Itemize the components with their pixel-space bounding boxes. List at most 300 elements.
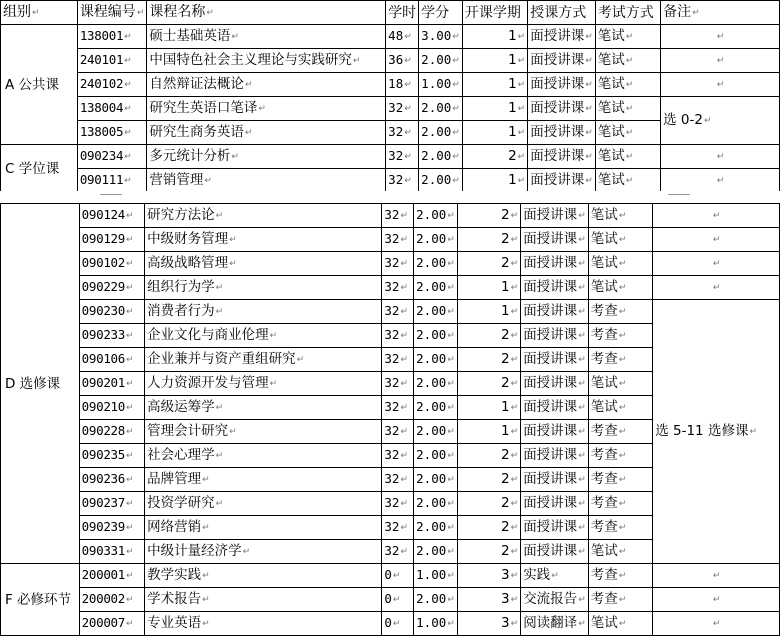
course-hours: 32↵ xyxy=(382,396,414,420)
paragraph-mark: ↵ xyxy=(400,523,408,533)
paragraph-mark: ↵ xyxy=(400,475,408,485)
paragraph-mark: ↵ xyxy=(400,403,408,413)
paragraph-mark: ↵ xyxy=(231,152,239,162)
paragraph-mark: ↵ xyxy=(510,235,519,245)
paragraph-mark: ↵ xyxy=(258,104,266,114)
paragraph-mark: ↵ xyxy=(126,259,134,269)
page-break-gap xyxy=(0,191,780,203)
course-code: 090331↵ xyxy=(79,540,144,564)
paragraph-mark: ↵ xyxy=(618,523,627,533)
course-hours: 32↵ xyxy=(382,252,414,276)
paragraph-mark: ↵ xyxy=(618,211,627,221)
paragraph-mark: ↵ xyxy=(618,619,627,629)
paragraph-mark: ↵ xyxy=(126,379,134,389)
remarks-cell: 选 5-11 选修课↵ xyxy=(653,300,780,564)
paragraph-mark: ↵ xyxy=(202,571,210,581)
paragraph-mark: ↵ xyxy=(202,523,210,533)
course-credits: 2.00↵ xyxy=(414,324,458,348)
course-credits: 2.00↵ xyxy=(414,276,458,300)
course-credits: 2.00↵ xyxy=(419,49,463,73)
table-row xyxy=(1,300,780,324)
course-code: 090111↵ xyxy=(77,169,147,193)
paragraph-mark: ↵ xyxy=(510,571,519,581)
course-exam: 笔试↵ xyxy=(595,97,660,121)
course-method: 面授讲课↵ xyxy=(521,348,589,372)
course-exam: 笔试↵ xyxy=(595,73,660,97)
paragraph-mark: ↵ xyxy=(126,211,134,221)
course-method: 面授讲课↵ xyxy=(521,396,589,420)
paragraph-mark: ↵ xyxy=(447,331,455,341)
course-code: 138005↵ xyxy=(77,121,147,145)
course-name: 中国特色社会主义理论与实践研究↵ xyxy=(147,49,386,73)
course-code: 090228↵ xyxy=(79,420,144,444)
header-name: 课程名称↵ xyxy=(147,1,386,25)
paragraph-mark: ↵ xyxy=(404,152,412,162)
table-row xyxy=(1,228,780,252)
course-method: 面授讲课↵ xyxy=(528,97,596,121)
paragraph-mark: ↵ xyxy=(126,499,134,509)
paragraph-mark: ↵ xyxy=(400,499,408,509)
course-exam: 笔试↵ xyxy=(595,25,660,49)
course-hours: 0↵ xyxy=(382,564,414,588)
course-hours: 36↵ xyxy=(386,49,419,73)
paragraph-mark: ↵ xyxy=(126,619,134,629)
paragraph-mark: ↵ xyxy=(244,80,253,90)
paragraph-mark: ↵ xyxy=(578,283,586,293)
course-name: 研究生英语口笔译↵ xyxy=(147,97,386,121)
paragraph-mark: ↵ xyxy=(618,595,627,605)
paragraph-mark: ↵ xyxy=(126,571,134,581)
course-table-part1 xyxy=(0,0,780,193)
paragraph-mark: ↵ xyxy=(126,403,134,413)
course-name: 企业文化与商业伦理↵ xyxy=(145,324,382,348)
course-term: 2↵ xyxy=(457,540,520,564)
course-name: 研究方法论↵ xyxy=(145,204,382,228)
paragraph-mark: ↵ xyxy=(618,499,627,509)
paragraph-mark: ↵ xyxy=(578,547,586,557)
course-credits: 1.00↵ xyxy=(414,612,458,636)
paragraph-mark: ↵ xyxy=(618,451,627,461)
paragraph-mark: ↵ xyxy=(126,283,134,293)
paragraph-mark: ↵ xyxy=(578,331,586,341)
course-hours: 0↵ xyxy=(382,588,414,612)
table-row xyxy=(1,97,780,121)
paragraph-mark: ↵ xyxy=(124,128,132,138)
paragraph-mark: ↵ xyxy=(578,307,586,317)
course-code: 090102↵ xyxy=(79,252,144,276)
course-name: 高级运筹学↵ xyxy=(145,396,382,420)
paragraph-mark: ↵ xyxy=(625,176,634,186)
course-term: 2↵ xyxy=(457,492,520,516)
paragraph-mark: ↵ xyxy=(618,331,627,341)
paragraph-mark: ↵ xyxy=(447,547,455,557)
course-exam: 考查↵ xyxy=(588,492,652,516)
course-credits: 2.00↵ xyxy=(414,468,458,492)
remarks-cell: ↵ xyxy=(653,588,780,612)
paragraph-mark: ↵ xyxy=(202,595,210,605)
paragraph-mark: ↵ xyxy=(404,80,412,90)
paragraph-mark: ↵ xyxy=(578,379,586,389)
paragraph-mark: ↵ xyxy=(269,331,278,341)
course-credits: 2.00↵ xyxy=(414,492,458,516)
paragraph-mark: ↵ xyxy=(296,355,305,365)
course-term: 1↵ xyxy=(462,121,527,145)
paragraph-mark: ↵ xyxy=(400,451,408,461)
paragraph-mark: ↵ xyxy=(618,235,627,245)
paragraph-mark: ↵ xyxy=(447,283,455,293)
course-code: 090234↵ xyxy=(77,145,147,169)
course-hours: 32↵ xyxy=(382,204,414,228)
course-name: 中级财务管理↵ xyxy=(145,228,382,252)
paragraph-mark: ↵ xyxy=(517,104,526,114)
paragraph-mark: ↵ xyxy=(215,307,224,317)
course-code: 090236↵ xyxy=(79,468,144,492)
course-name: 企业兼并与资产重组研究↵ xyxy=(145,348,382,372)
course-method: 面授讲课↵ xyxy=(521,300,589,324)
course-term: 1↵ xyxy=(457,300,520,324)
paragraph-mark: ↵ xyxy=(510,283,519,293)
table-row xyxy=(1,145,780,169)
course-term: 1↵ xyxy=(457,396,520,420)
course-credits: 2.00↵ xyxy=(419,97,463,121)
course-term: 2↵ xyxy=(457,348,520,372)
course-method: 交流报告↵ xyxy=(521,588,589,612)
course-term: 1↵ xyxy=(462,97,527,121)
paragraph-mark: ↵ xyxy=(447,523,455,533)
course-method: 面授讲课↵ xyxy=(521,228,589,252)
course-code: 090106↵ xyxy=(79,348,144,372)
paragraph-mark: ↵ xyxy=(578,499,586,509)
course-hours: 0↵ xyxy=(382,612,414,636)
table-row xyxy=(1,25,780,49)
course-hours: 32↵ xyxy=(386,145,419,169)
course-credits: 2.00↵ xyxy=(419,121,463,145)
course-hours: 32↵ xyxy=(382,372,414,396)
course-term: 1↵ xyxy=(462,73,527,97)
remarks-cell: ↵ xyxy=(653,276,780,300)
course-name: 人力资源开发与管理↵ xyxy=(145,372,382,396)
course-method: 面授讲课↵ xyxy=(528,73,596,97)
remarks-cell: ↵ xyxy=(661,73,780,97)
course-method: 面授讲课↵ xyxy=(521,540,589,564)
paragraph-mark: ↵ xyxy=(618,283,627,293)
paragraph-mark: ↵ xyxy=(392,619,401,629)
paragraph-mark: ↵ xyxy=(400,355,408,365)
course-term: 2↵ xyxy=(462,145,527,169)
course-exam: 笔试↵ xyxy=(595,121,660,145)
paragraph-mark: ↵ xyxy=(510,475,519,485)
course-name: 教学实践↵ xyxy=(145,564,382,588)
course-credits: 2.00↵ xyxy=(414,396,458,420)
paragraph-mark: ↵ xyxy=(510,523,519,533)
paragraph-mark: ↵ xyxy=(400,427,408,437)
course-code: 200007↵ xyxy=(79,612,144,636)
paragraph-mark: ↵ xyxy=(447,595,455,605)
course-method: 面授讲课↵ xyxy=(521,324,589,348)
course-name: 硕士基础英语↵ xyxy=(147,25,386,49)
paragraph-mark: ↵ xyxy=(452,176,460,186)
course-hours: 32↵ xyxy=(382,228,414,252)
paragraph-mark: ↵ xyxy=(215,211,224,221)
course-method: 面授讲课↵ xyxy=(521,276,589,300)
paragraph-mark: ↵ xyxy=(517,128,526,138)
paragraph-mark: ↵ xyxy=(400,211,408,221)
course-term: 3↵ xyxy=(457,612,520,636)
paragraph-mark: ↵ xyxy=(229,259,237,269)
paragraph-mark: ↵ xyxy=(578,427,586,437)
course-name: 品牌管理↵ xyxy=(145,468,382,492)
course-term: 1↵ xyxy=(462,49,527,73)
paragraph-mark: ↵ xyxy=(269,379,278,389)
course-method: 实践↵ xyxy=(521,564,589,588)
paragraph-mark: ↵ xyxy=(231,32,239,42)
paragraph-mark: ↵ xyxy=(124,80,132,90)
course-hours: 32↵ xyxy=(382,492,414,516)
paragraph-mark: ↵ xyxy=(447,379,455,389)
course-method: 面授讲课↵ xyxy=(521,492,589,516)
course-code: 090230↵ xyxy=(79,300,144,324)
course-term: 2↵ xyxy=(457,468,520,492)
paragraph-mark: ↵ xyxy=(578,235,586,245)
course-hours: 32↵ xyxy=(386,121,419,145)
course-method: 面授讲课↵ xyxy=(521,372,589,396)
paragraph-mark: ↵ xyxy=(625,104,634,114)
course-method: 面授讲课↵ xyxy=(521,468,589,492)
paragraph-mark: ↵ xyxy=(447,427,455,437)
paragraph-mark: ↵ xyxy=(404,128,412,138)
course-code: 138004↵ xyxy=(77,97,147,121)
course-exam: 考查↵ xyxy=(588,444,652,468)
paragraph-mark: ↵ xyxy=(400,307,408,317)
paragraph-mark: ↵ xyxy=(126,331,134,341)
course-hours: 32↵ xyxy=(382,540,414,564)
course-term: 2↵ xyxy=(457,516,520,540)
course-method: 面授讲课↵ xyxy=(528,49,596,73)
course-hours: 32↵ xyxy=(382,276,414,300)
paragraph-mark: ↵ xyxy=(625,80,634,90)
course-hours: 32↵ xyxy=(382,300,414,324)
course-term: 1↵ xyxy=(462,25,527,49)
course-term: 3↵ xyxy=(457,564,520,588)
paragraph-mark: ↵ xyxy=(510,499,519,509)
course-code: 090129↵ xyxy=(79,228,144,252)
course-credits: 2.00↵ xyxy=(414,444,458,468)
paragraph-mark: ↵ xyxy=(452,56,460,66)
course-credits: 2.00↵ xyxy=(414,228,458,252)
paragraph-mark: ↵ xyxy=(510,403,519,413)
paragraph-mark: ↵ xyxy=(126,235,134,245)
paragraph-mark: ↵ xyxy=(400,379,408,389)
course-exam: 笔试↵ xyxy=(595,145,660,169)
course-term: 2↵ xyxy=(457,228,520,252)
paragraph-mark: ↵ xyxy=(447,235,455,245)
header-row xyxy=(1,1,780,25)
paragraph-mark: ↵ xyxy=(447,259,455,269)
course-credits: 3.00↵ xyxy=(419,25,463,49)
course-term: 2↵ xyxy=(457,324,520,348)
course-name: 专业英语↵ xyxy=(145,612,382,636)
course-name: 社会心理学↵ xyxy=(145,444,382,468)
course-exam: 考查↵ xyxy=(588,324,652,348)
course-term: 2↵ xyxy=(457,372,520,396)
paragraph-mark: ↵ xyxy=(124,104,132,114)
course-term: 2↵ xyxy=(457,444,520,468)
course-name: 网络营销↵ xyxy=(145,516,382,540)
header-hours: 学时 xyxy=(386,1,419,25)
paragraph-mark: ↵ xyxy=(618,427,627,437)
paragraph-mark: ↵ xyxy=(510,331,519,341)
table-row xyxy=(1,49,780,73)
paragraph-mark: ↵ xyxy=(352,56,361,66)
paragraph-mark: ↵ xyxy=(585,56,593,66)
paragraph-mark: ↵ xyxy=(404,32,412,42)
group-cell: A 公共课 xyxy=(1,25,78,145)
group-cell: D 选修课 xyxy=(1,204,80,564)
paragraph-mark: ↵ xyxy=(204,176,212,186)
course-code: 240102↵ xyxy=(77,73,147,97)
paragraph-mark: ↵ xyxy=(517,56,526,66)
course-method: 面授讲课↵ xyxy=(521,444,589,468)
gap-marker xyxy=(668,194,690,201)
paragraph-mark: ↵ xyxy=(400,235,408,245)
paragraph-mark: ↵ xyxy=(404,56,412,66)
course-exam: 笔试↵ xyxy=(588,228,652,252)
course-name: 高级战略管理↵ xyxy=(145,252,382,276)
paragraph-mark: ↵ xyxy=(517,32,526,42)
course-name: 投资学研究↵ xyxy=(145,492,382,516)
paragraph-mark: ↵ xyxy=(517,152,526,162)
header-method: 授课方式 xyxy=(528,1,596,25)
paragraph-mark: ↵ xyxy=(400,283,408,293)
paragraph-mark: ↵ xyxy=(510,619,519,629)
course-name: 营销管理↵ xyxy=(147,169,386,193)
paragraph-mark: ↵ xyxy=(126,451,134,461)
course-method: 面授讲课↵ xyxy=(521,204,589,228)
course-hours: 32↵ xyxy=(382,324,414,348)
paragraph-mark: ↵ xyxy=(452,152,460,162)
paragraph-mark: ↵ xyxy=(447,619,455,629)
paragraph-mark: ↵ xyxy=(400,331,408,341)
header-remarks: 备注↵ xyxy=(661,1,780,25)
paragraph-mark: ↵ xyxy=(578,595,586,605)
course-exam: 考查↵ xyxy=(588,300,652,324)
paragraph-mark: ↵ xyxy=(585,32,593,42)
paragraph-mark: ↵ xyxy=(551,571,559,581)
course-name: 学术报告↵ xyxy=(145,588,382,612)
remarks-cell: ↵ xyxy=(661,49,780,73)
course-code: 090210↵ xyxy=(79,396,144,420)
course-method: 面授讲课↵ xyxy=(528,25,596,49)
paragraph-mark: ↵ xyxy=(585,128,593,138)
course-credits: 2.00↵ xyxy=(414,540,458,564)
course-exam: 笔试↵ xyxy=(595,169,660,193)
course-hours: 32↵ xyxy=(382,444,414,468)
course-credits: 2.00↵ xyxy=(414,372,458,396)
course-term: 1↵ xyxy=(457,276,520,300)
paragraph-mark: ↵ xyxy=(585,80,593,90)
course-exam: 考查↵ xyxy=(588,420,652,444)
table-row xyxy=(1,588,780,612)
remarks-cell: ↵ xyxy=(661,25,780,49)
course-code: 200002↵ xyxy=(79,588,144,612)
paragraph-mark: ↵ xyxy=(447,475,455,485)
paragraph-mark: ↵ xyxy=(452,104,460,114)
paragraph-mark: ↵ xyxy=(578,451,586,461)
course-name: 管理会计研究↵ xyxy=(145,420,382,444)
paragraph-mark: ↵ xyxy=(124,176,132,186)
paragraph-mark: ↵ xyxy=(510,355,519,365)
paragraph-mark: ↵ xyxy=(447,307,455,317)
paragraph-mark: ↵ xyxy=(585,152,593,162)
course-credits: 2.00↵ xyxy=(414,300,458,324)
course-hours: 18↵ xyxy=(386,73,419,97)
table-row xyxy=(1,564,780,588)
paragraph-mark: ↵ xyxy=(126,355,134,365)
paragraph-mark: ↵ xyxy=(126,547,134,557)
paragraph-mark: ↵ xyxy=(215,451,224,461)
paragraph-mark: ↵ xyxy=(618,571,627,581)
course-exam: 笔试↵ xyxy=(588,396,652,420)
paragraph-mark: ↵ xyxy=(447,403,455,413)
paragraph-mark: ↵ xyxy=(404,176,412,186)
paragraph-mark: ↵ xyxy=(618,259,627,269)
course-exam: 笔试↵ xyxy=(588,612,652,636)
course-hours: 32↵ xyxy=(382,348,414,372)
table-row xyxy=(1,169,780,193)
paragraph-mark: ↵ xyxy=(215,283,224,293)
paragraph-mark: ↵ xyxy=(452,32,460,42)
paragraph-mark: ↵ xyxy=(126,595,134,605)
paragraph-mark: ↵ xyxy=(510,427,519,437)
paragraph-mark: ↵ xyxy=(618,379,627,389)
course-term: 2↵ xyxy=(457,252,520,276)
paragraph-mark: ↵ xyxy=(126,475,134,485)
paragraph-mark: ↵ xyxy=(618,403,627,413)
course-hours: 32↵ xyxy=(382,420,414,444)
group-cell: C 学位课 xyxy=(1,145,78,193)
paragraph-mark: ↵ xyxy=(215,499,224,509)
course-method: 阅读翻译↵ xyxy=(521,612,589,636)
course-method: 面授讲课↵ xyxy=(521,252,589,276)
course-code: 090124↵ xyxy=(79,204,144,228)
course-exam: 考查↵ xyxy=(588,468,652,492)
header-code: 课程编号↵ xyxy=(77,1,147,25)
course-hours: 32↵ xyxy=(386,97,419,121)
remarks-cell: ↵ xyxy=(661,169,780,193)
paragraph-mark: ↵ xyxy=(400,259,408,269)
paragraph-mark: ↵ xyxy=(703,116,712,126)
paragraph-mark: ↵ xyxy=(392,571,401,581)
paragraph-mark: ↵ xyxy=(578,619,586,629)
group-cell: F 必修环节 xyxy=(1,564,80,636)
paragraph-mark: ↵ xyxy=(578,355,586,365)
course-exam: 笔试↵ xyxy=(588,540,652,564)
paragraph-mark: ↵ xyxy=(510,211,519,221)
course-exam: 笔试↵ xyxy=(588,204,652,228)
paragraph-mark: ↵ xyxy=(618,307,627,317)
paragraph-mark: ↵ xyxy=(124,56,132,66)
paragraph-mark: ↵ xyxy=(510,451,519,461)
paragraph-mark: ↵ xyxy=(452,80,460,90)
remarks-cell: ↵ xyxy=(653,228,780,252)
course-credits: 2.00↵ xyxy=(414,348,458,372)
paragraph-mark: ↵ xyxy=(447,451,455,461)
course-name: 消费者行为↵ xyxy=(145,300,382,324)
paragraph-mark: ↵ xyxy=(625,32,634,42)
remarks-cell: ↵ xyxy=(653,204,780,228)
paragraph-mark: ↵ xyxy=(126,427,134,437)
paragraph-mark: ↵ xyxy=(392,595,401,605)
